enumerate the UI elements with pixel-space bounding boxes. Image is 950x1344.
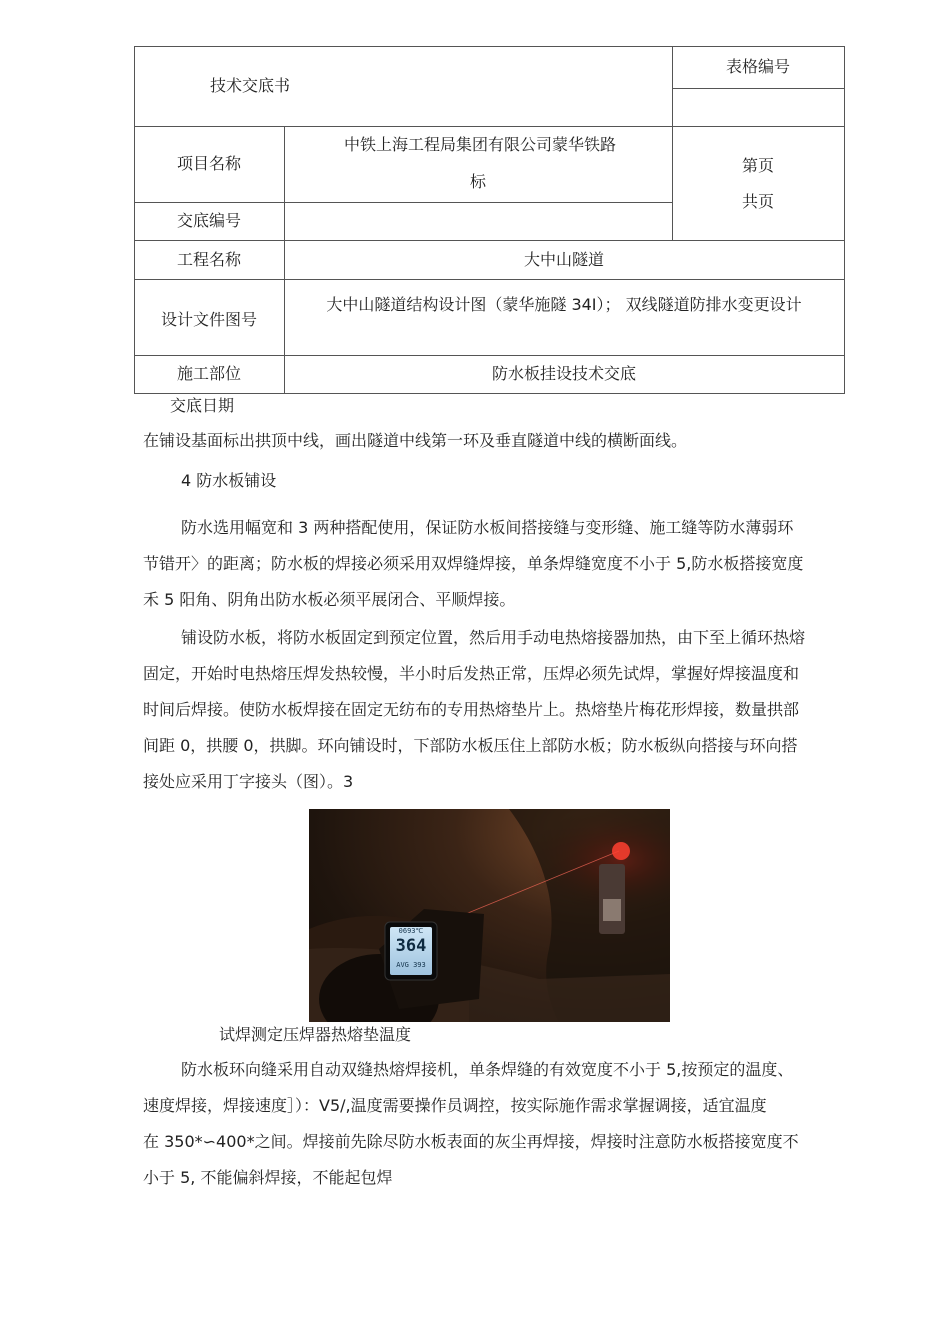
paragraph-line: 固定，开始时电热熔压焊发热较慢，半小时后发热正常，压焊必须先试焊，掌握好焊接温度和 [143, 664, 800, 683]
photo-illustration [309, 809, 670, 1022]
briefing-number-label: 交底编号 [176, 211, 241, 230]
construction-section-label: 施工部位 [176, 364, 241, 383]
form-number-label: 表格编号 [725, 57, 790, 76]
form-number-value [672, 88, 844, 126]
briefing-date-label: 交底日期 [170, 396, 235, 415]
paragraph-line: 防水选用幅宽和 3 两种搭配使用，保证防水板间搭接缝与变形缝、施工缝等防水薄弱环 [181, 518, 794, 537]
project-name-value-line1: 中铁上海工程局集团有限公司蒙华铁路 [343, 135, 616, 154]
paragraph-line: 节错开〉的距离；防水板的焊接必须采用双焊缝焊接，单条焊缝宽度不小于 5,防水板搭接宽度 [143, 554, 804, 573]
paragraph-line: 铺设防水板，将防水板固定到预定位置，然后用手动电热熔接器加热，由下至上循环热熔 [181, 628, 806, 647]
paragraph-line: 间距 0，拱腰 0，拱脚。环向铺设时，下部防水板压住上部防水板；防水板纵向搭接与环向搭 [143, 736, 798, 755]
paragraph-line: 时间后焊接。使防水板焊接在固定无纺布的专用热熔垫片上。热熔垫片梅花形焊接，数量拱部 [143, 700, 800, 719]
engineering-name-label: 工程名称 [176, 249, 241, 269]
paragraph-line: 防水板环向缝采用自动双缝热熔焊接机，单条焊缝的有效宽度不小于 5,按预定的温度、 [181, 1060, 794, 1079]
welding-temperature-photo [309, 809, 670, 1022]
photo-caption: 试焊测定压焊器热熔垫温度 [219, 1025, 412, 1044]
thermometer-display-bottom: AVG 393 [396, 961, 426, 969]
table-rule [134, 393, 845, 394]
page-number-label: 第页 [741, 156, 774, 175]
project-name-value-line2: 标 [469, 172, 486, 191]
table-rule [134, 279, 845, 280]
paragraph-line: 在 350*∽400*之间。焊接前先除尽防水板表面的灰尘再焊接，焊接时注意防水板搭接宽度不 [143, 1132, 799, 1151]
section-heading: 4 防水板铺设 [181, 471, 277, 490]
table-rule [844, 46, 845, 394]
paragraph-line: 接处应采用丁字接头（图）。3 [143, 772, 354, 791]
briefing-number-value [284, 202, 672, 240]
paragraph-line: 速度焊接，焊接速度］）：V5∕,温度需要操作员调控，按实际施作需求掌握调接，适宜温度 [143, 1096, 767, 1115]
paragraph-line: 小于 5, 不能偏斜焊接，不能起包焊 [143, 1168, 393, 1187]
design-doc-value: 大中山隧道结构设计图（蒙华施隧 34I）； 双线隧道防排水变更设计 [326, 295, 802, 314]
paragraph-baseline: 在铺设基面标出拱顶中线，画出隧道中线第一环及垂直隧道中线的横断面线。 [143, 431, 688, 450]
thermometer-display-reading: 364 [395, 936, 427, 956]
engineering-name-value: 大中山隧道 [523, 249, 604, 269]
project-name-label: 项目名称 [176, 154, 241, 173]
design-doc-label: 设计文件图号 [160, 310, 257, 329]
construction-section-value: 防水板挂设技术交底 [491, 364, 636, 383]
thermometer-display-top: 0693℃ [398, 927, 424, 935]
document-title: 技术交底书 [209, 76, 290, 95]
total-pages-label: 共页 [741, 192, 774, 211]
paragraph-line: 禾 5 阳角、阴角出防水板必须平展闭合、平顺焊接。 [143, 590, 516, 609]
